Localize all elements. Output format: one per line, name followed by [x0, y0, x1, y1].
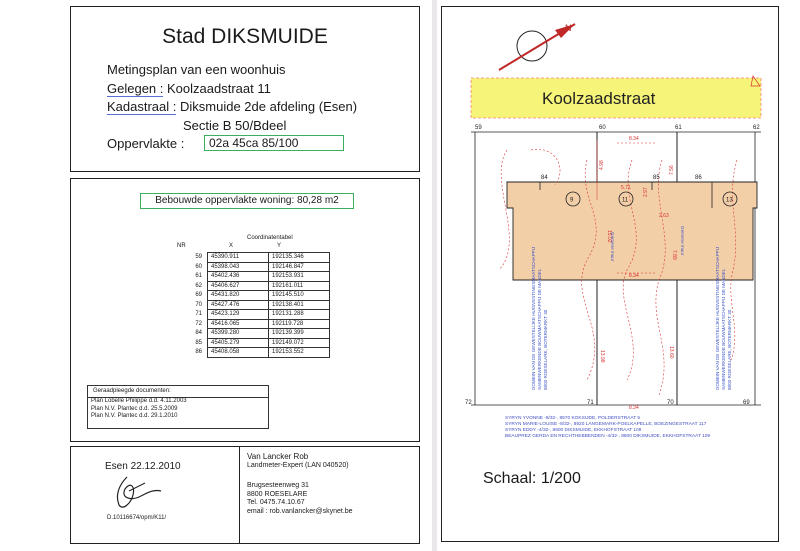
- coord-x: 45405.279: [208, 338, 269, 348]
- document-item: Plan N.V. Plantec d.d. 25.5.2009: [91, 405, 178, 412]
- coord-head-x: X: [229, 243, 234, 249]
- coord-y: 192146.847: [269, 262, 330, 272]
- coord-x: 45427.476: [208, 300, 269, 310]
- coord-x: 45416.065: [208, 319, 269, 329]
- coord-nr: 69: [195, 292, 202, 299]
- point-label: 59: [475, 125, 482, 131]
- dossier-reference: D.10116674/opm/K11/: [107, 515, 167, 521]
- distance-label: 8.34: [629, 273, 639, 279]
- wall-label: Gemene muur: [610, 232, 615, 262]
- neighbour-item: BEAUPREZ GERDA EN RECHTHEBBENDEN -4/32-, 8600 DIKSMUIDE, EKKHOFSTRAAT 109: [505, 434, 711, 439]
- distance-label: 7.89: [671, 250, 677, 260]
- surveyor-phone: Tel. 0475.74.10.67: [247, 499, 305, 506]
- neighbour-item: SYRYN EDDY -4/32-, 8600 DIKSMUIDE, EKKHOFSTRAAT 109: [505, 428, 642, 433]
- coord-y: 192139.399: [269, 329, 330, 339]
- coord-y: 192119.728: [269, 319, 330, 329]
- plan-type: Metingsplan van een woonhuis: [107, 62, 286, 77]
- table-row: [185, 262, 330, 272]
- street-name: Koolzaadstraat: [542, 89, 656, 108]
- table-row: [185, 319, 330, 329]
- document-item: Plan N.V. Plantec d.d. 29.1.2010: [91, 413, 178, 419]
- coord-nr: 85: [195, 339, 202, 346]
- signature-block: [70, 446, 420, 544]
- distance-label: 15.02: [606, 230, 612, 243]
- cadastre-value: Diksmuide 2de afdeling (Esen): [180, 99, 358, 114]
- coord-x: 45398.043: [208, 262, 269, 272]
- coord-nr: 84: [195, 330, 202, 337]
- point-label: 86: [695, 175, 702, 181]
- coord-x: 45408.058: [208, 348, 269, 358]
- coord-y: 192153.552: [269, 348, 330, 358]
- coord-x: 45402.436: [208, 272, 269, 282]
- surveyor-name: Van Lancker Rob: [247, 452, 309, 461]
- signature-date: Esen 22.12.2010: [105, 461, 181, 472]
- coord-y: 192149.072: [269, 338, 330, 348]
- neighbour-item: SYRYN MARIE-LOUISE -8/32-, 8920 LANGEMARK-POELKAPELLE, BOEZINGESTRAAT 117: [505, 422, 707, 427]
- point-label: 85: [653, 175, 660, 181]
- distance-label: 13.98: [599, 350, 605, 363]
- right-sheet: [437, 0, 800, 551]
- owner-left-line: 8800 ROESELARE, BOTERMARKT 30: [543, 309, 548, 390]
- house-number: 11: [622, 197, 629, 204]
- owner-right-line: SAMENWERKENDE BOUWMAATSCHAPPIJ DE MANDEL: [721, 268, 726, 390]
- site-plan: [437, 0, 800, 551]
- point-label: 61: [675, 125, 682, 131]
- coord-nr: 72: [195, 320, 202, 327]
- coord-x: 45423.129: [208, 310, 269, 320]
- coord-x: 45406.627: [208, 281, 269, 291]
- distance-label: 13.60: [668, 346, 674, 359]
- point-label: 69: [743, 400, 750, 406]
- signature-divider: [239, 447, 240, 543]
- point-label: 70: [667, 400, 674, 406]
- owner-left-line: SAMENWERKENDE BOUWMAATSCHAPPIJ DE MANDEL: [537, 268, 542, 390]
- coord-y: 192145.510: [269, 291, 330, 301]
- section-line: Sectie B 50/Bdeel: [183, 118, 287, 133]
- coord-nr: 59: [195, 254, 202, 261]
- documents-heading: Geraadpleegde documenten:: [88, 386, 268, 398]
- coord-y: 192138.401: [269, 300, 330, 310]
- distance-label: 4.98: [599, 160, 605, 170]
- coord-y: 192131.288: [269, 310, 330, 320]
- coord-nr: 71: [195, 311, 202, 318]
- table-row: [185, 272, 330, 282]
- area-label: Oppervlakte :: [107, 136, 185, 151]
- table-row: [185, 291, 330, 301]
- title-block: [70, 6, 420, 172]
- coord-y: 192135.346: [269, 253, 330, 263]
- coord-table-caption: Coordinatentabel: [247, 235, 293, 241]
- north-arrow-icon: [499, 23, 575, 70]
- owner-right-line: 8800 ROESELARE, BOTERMARKT 30: [727, 309, 732, 390]
- surveyor-city: 8800 ROESELARE: [247, 490, 308, 498]
- house-number: 13: [726, 197, 733, 204]
- distance-label: 8.34: [629, 136, 639, 142]
- wall-label: Gemene muur: [680, 226, 685, 256]
- table-row: [185, 310, 330, 320]
- cadastre-line: [107, 99, 357, 115]
- point-label: 84: [541, 175, 548, 181]
- page-title: Stad DIKSMUIDE: [162, 25, 328, 48]
- north-label: N: [565, 23, 572, 33]
- coord-nr: 86: [195, 349, 202, 356]
- location-value: Koolzaadstraat 11: [167, 81, 271, 96]
- coord-x: 45390.911: [208, 253, 269, 263]
- documents-box: [87, 385, 269, 429]
- document-item: Plan Lobelle Philippe d.d. 4.11.2003: [91, 398, 187, 404]
- distance-label: 2.63: [659, 213, 669, 219]
- location-line: [107, 81, 271, 97]
- point-label: 60: [599, 125, 606, 131]
- coord-x: 45399.280: [208, 329, 269, 339]
- distance-label: 5.71: [621, 185, 631, 191]
- point-label: 62: [753, 125, 760, 131]
- table-row: [185, 348, 330, 358]
- table-row: [185, 300, 330, 310]
- coord-head-y: Y: [277, 243, 282, 249]
- surveyor-title: Landmeter-Expert (LAN 040520): [247, 461, 349, 469]
- point-label: 71: [587, 400, 594, 406]
- distance-label: 2.97: [643, 187, 649, 197]
- cadastre-label: Kadastraal :: [107, 99, 177, 114]
- neighbour-list: [505, 416, 710, 440]
- owner-left-line: DOMEIN VAN DE GEWESTELIJKE HUISVESTINGSMAATSCHAPPIJ: [531, 246, 536, 390]
- coord-y: 192161.011: [269, 281, 330, 291]
- house-number: 9: [570, 197, 574, 204]
- coord-head-nr: NR: [177, 243, 186, 249]
- coordinate-block: [70, 178, 420, 442]
- scale-label: Schaal: 1/200: [483, 470, 581, 487]
- coord-nr: 70: [195, 301, 202, 308]
- distance-label: 7.56: [669, 165, 675, 175]
- point-label: 72: [465, 400, 472, 406]
- location-label: Gelegen :: [107, 81, 164, 96]
- built-area: Bebouwde oppervlakte woning: 80,28 m2: [140, 193, 354, 209]
- area-value: 02a 45ca 85/100: [204, 135, 344, 151]
- coord-nr: 60: [195, 263, 202, 270]
- coordinate-table: [185, 252, 330, 358]
- table-row: [185, 281, 330, 291]
- table-row: [185, 329, 330, 339]
- street-band: [471, 76, 761, 118]
- signature-scribble: [109, 473, 169, 513]
- coord-nr: 61: [195, 273, 202, 280]
- distance-label: 8.34: [629, 405, 639, 411]
- table-row: [185, 338, 330, 348]
- coord-x: 45431.820: [208, 291, 269, 301]
- surveyor-details: [247, 453, 353, 516]
- coord-y: 192153.931: [269, 272, 330, 282]
- surveyor-street: Brugsesteenweg 31: [247, 482, 309, 489]
- neighbour-item: SYRYN YVONNE -8/32-, 8670 KOKSIJDE, POLDERSTRAAT 5: [505, 416, 641, 421]
- owner-right-line: DOMEIN VAN DE GEWESTELIJKE HUISVESTINGSMAATSCHAPPIJ: [715, 246, 720, 390]
- coord-nr: 62: [195, 282, 202, 289]
- table-row: [185, 253, 330, 263]
- surveyor-email: email : rob.vanlancker@skynet.be: [247, 507, 353, 515]
